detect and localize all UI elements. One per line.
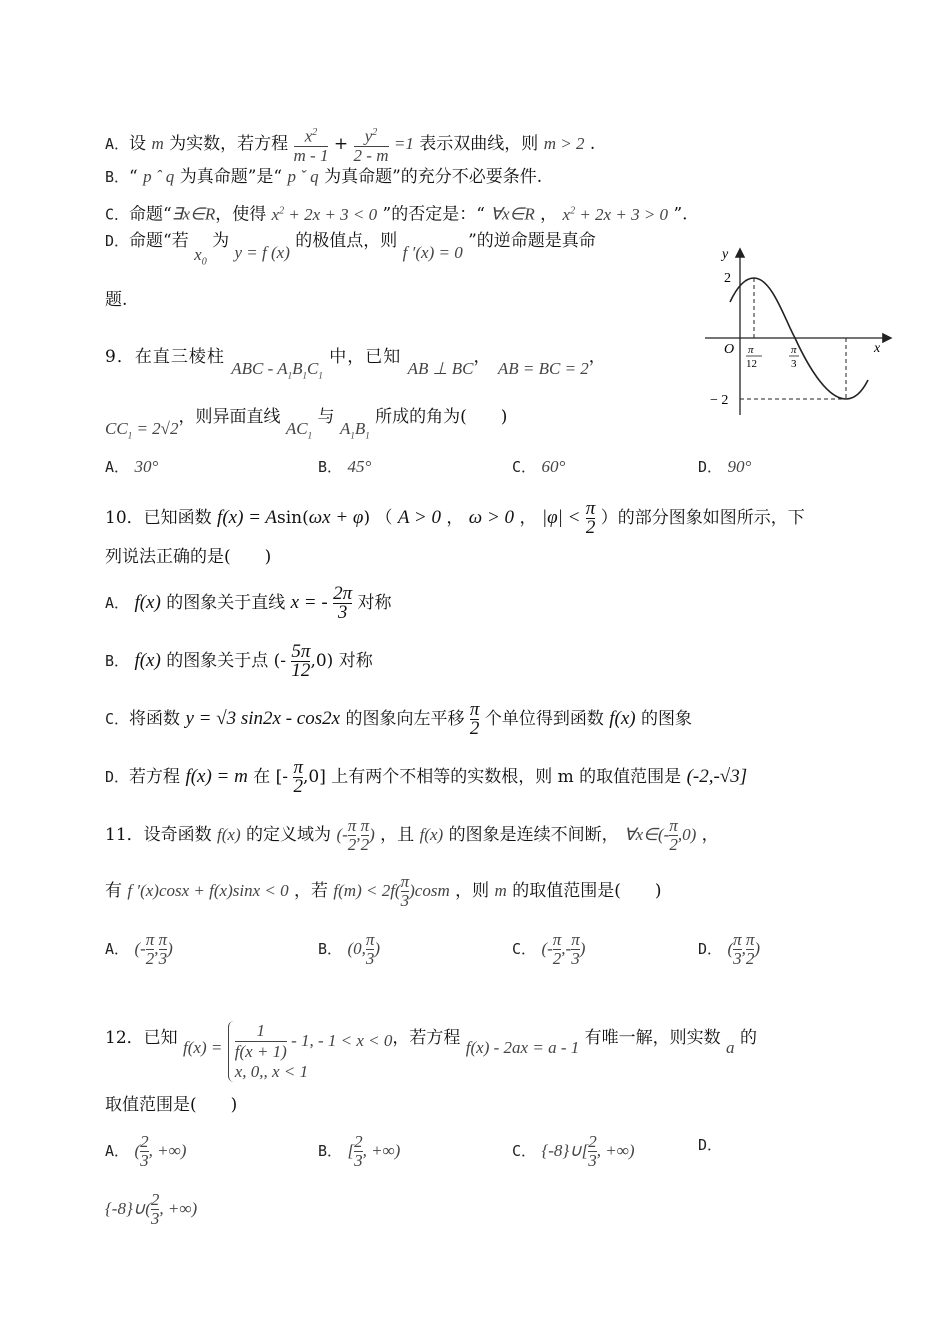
q11-option-c: C． (- $\frac{\pi}{2}$ ,- $\frac{\pi}{3}$ )	[512, 930, 586, 968]
q10-stem-line1: 10．已知函数 f(x) = Asin(ωx + φ) （ A > 0 ， ω > 0 ， |φ| < $\frac{\pi}{2}$ ）的部分图象如图所示，下	[105, 498, 805, 538]
q10-option-a: A． f(x) 的图象关于直线 x = - $\frac{2\pi}{3}$ 对称	[105, 583, 392, 623]
q9-option-a: A． 30°	[105, 457, 159, 476]
x-tick-pi-12	[746, 344, 762, 370]
q12-option-c: C． {-8}∪[ $\frac{2}{3}$ , +∞)	[512, 1132, 635, 1170]
q9-stem-line1: 9．在直三棱柱 ABC - $A_1B_1C_1$ 中，已知 AB ⊥ BC， AB = BC = 2，	[105, 347, 607, 381]
q12-option-a: A． ( $\frac{2}{3}$ , +∞)	[105, 1132, 187, 1170]
q9-option-c: C． 60°	[512, 457, 566, 476]
q8-option-d: D．命题“若 $x_0$ 为 y = f (x) 的极值点，则 f ′(x) = 0 ”的逆命题是真命	[105, 231, 596, 268]
q11-stem-line1: 11．设奇函数 f(x) 的定义域为 (- $\frac{\pi}{2}$ , $\frac{\pi}{2}$ ) ，且 f(x) 的图象是连续不间断， ∀x∈(- $\frac{\pi}{2}$ ,0) ，	[105, 816, 719, 854]
svg-text:π: π	[748, 344, 754, 356]
q10-option-c: C．将函数 y = √3 sin2x - cos2x 的图象向左平移 $\frac{\pi}{2}$ 个单位得到函数 f(x) 的图象	[105, 699, 693, 739]
q8-option-d-cont: 题.	[105, 290, 128, 310]
svg-text:3: 3	[791, 358, 797, 370]
q12-stem-line2: 取值范围是( )	[105, 1095, 238, 1115]
q8-option-c: C．命题“∃x∈R，使得 $x^2 + 2x + 3 < 0$ ”的否定是：“ ∀x∈R ， $x^2 + 2x + 3 > 0$ ”.	[105, 204, 688, 225]
q12-option-d-cont: {-8}∪( $\frac{2}{3}$ , +∞)	[105, 1190, 198, 1228]
q12-option-b: B． [ $\frac{2}{3}$ , +∞)	[318, 1132, 401, 1170]
q8-option-a: A．设 m 为实数，若方程 $\frac{x^2}{m - 1}$ + $\frac{y^2}{2 - m}$ =1 表示双曲线，则 m > 2 .	[105, 124, 595, 165]
svg-text:π: π	[791, 344, 797, 356]
q10-option-b: B． f(x) 的图象关于点 (- $\frac{5\pi}{12}$ ,0) 对称	[105, 641, 373, 681]
q8-option-b: B．“ p ˆ q 为真命题”是“ p ˇ q 为真命题”的充分不必要条件.	[105, 167, 543, 187]
q12-option-d: D．	[698, 1136, 723, 1154]
q11-stem-line2: 有 f ′(x)cosx + f(x)sinx < 0 ，若 f(m) < 2f( $\frac{\pi}{3}$ )cosm ，则 m 的取值范围是( )	[105, 872, 662, 910]
q12-stem-line1: 12．已知 f(x) = $\frac{1}{f(x + 1)}$ - 1, - 1 < x < 0 x, 0,, x < 1，若方程 f(x) - 2ax = a - 1 有唯一解，则实数 a 的	[105, 1007, 757, 1070]
q9-option-d: D． 90°	[698, 457, 752, 476]
y-axis-label: y	[722, 247, 729, 262]
y-min-label: − 2	[710, 393, 729, 408]
q9-option-b: B． 45°	[318, 457, 372, 476]
x-tick-pi-3	[789, 344, 799, 370]
y-max-label: 2	[724, 271, 731, 286]
sine-graph	[700, 240, 900, 420]
q11-option-d: D． ( $\frac{\pi}{3}$ , $\frac{\pi}{2}$ )	[698, 930, 761, 968]
piecewise-brace: $\frac{1}{f(x + 1)}$ - 1, - 1 < x < 0 x, 0,, x < 1	[228, 1021, 393, 1084]
q11-option-a: A． (- $\frac{\pi}{2}$ , $\frac{\pi}{3}$ )	[105, 930, 173, 968]
q10-stem-line2: 列说法正确的是( )	[105, 547, 272, 567]
x-axis-label: x	[874, 341, 881, 356]
svg-text:12: 12	[746, 358, 757, 370]
origin-label: O	[724, 342, 735, 357]
q9-stem-line2: $CC_1 = 2√2$，则异面直线 $AC_1$ 与 $A_1B_1$ 所成的角为( )	[105, 407, 508, 441]
q10-option-d: D．若方程 f(x) = m 在 [- $\frac{\pi}{2}$ ,0] 上有两个不相等的实数根，则 m 的取值范围是 (-2,-√3]	[105, 757, 748, 797]
q11-option-b: B． (0, $\frac{\pi}{3}$ )	[318, 930, 381, 968]
